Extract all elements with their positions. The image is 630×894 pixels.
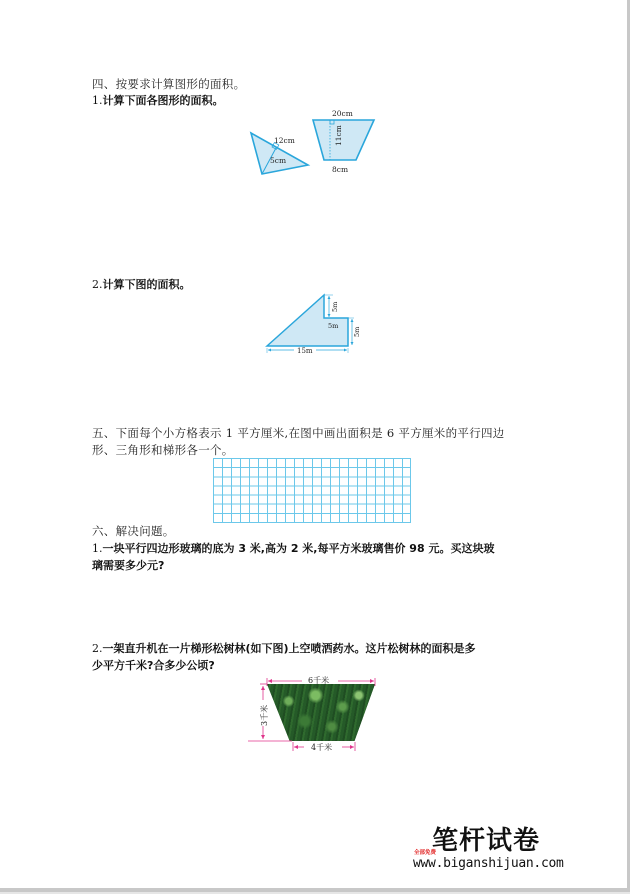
composite-figure [262,290,362,355]
section6-q1-line1 [92,541,494,557]
composite-top-height-label: 5m [331,301,339,312]
forest-bottom-label: 4千米 [311,743,333,752]
trapezoid-figure [305,100,385,180]
forest-top-label: 6千米 [308,676,330,685]
trapezoid-bottom-label: 8cm [332,165,349,174]
question-number: 1. [92,94,103,107]
triangle-base-label: 12cm [274,136,295,145]
question-number: 1. [92,542,103,555]
question-number: 2. [92,278,103,291]
watermark-title: 笔杆试卷 [432,826,541,856]
section5-line1: 五、下面每个小方格表示 1 平方厘米,在图中画出面积是 6 平方厘米的平行四边 [92,426,505,440]
trapezoid-height-label: 11cm [334,125,343,146]
section4-q2 [92,277,191,293]
forest-dimensions [240,668,390,763]
section4-q1 [92,93,224,109]
watermark-url[interactable]: www.biganshijuan.com [413,856,564,871]
forest-height-label: 3千米 [260,704,269,726]
section6-q2-line2: 少平方千米?合多少公顷? [92,659,215,672]
composite-right-height-label: 5m [353,326,361,337]
question-text: 一架直升机在一片梯形松树林(如下图)上空喷洒药水。这片松树林的面积是多 [102,642,476,655]
question-text: 一块平行四边形玻璃的底为 3 米,高为 2 米,每平方米玻璃售价 98 元。买这块玻 [102,542,495,555]
section5-line2: 形、三角形和梯形各一个。 [92,443,234,457]
question-text: 计算下图的面积。 [102,278,191,291]
triangle-height-label: 5cm [270,156,287,165]
composite-step-label: 5m [328,322,339,330]
section6-heading: 六、解决问题。 [92,524,175,538]
question-number: 2. [92,642,103,655]
section4-heading: 四、按要求计算图形的面积。 [92,77,246,91]
trapezoid-top-label: 20cm [332,109,353,118]
section6-q2-line1 [92,641,476,657]
composite-base-label: 15m [297,347,313,355]
section6-q1-line2: 璃需要多少元? [92,559,165,572]
question-text: 计算下面各图形的面积。 [102,94,224,107]
watermark-badge: 全部免费 [414,850,437,856]
square-grid[interactable] [213,458,411,523]
